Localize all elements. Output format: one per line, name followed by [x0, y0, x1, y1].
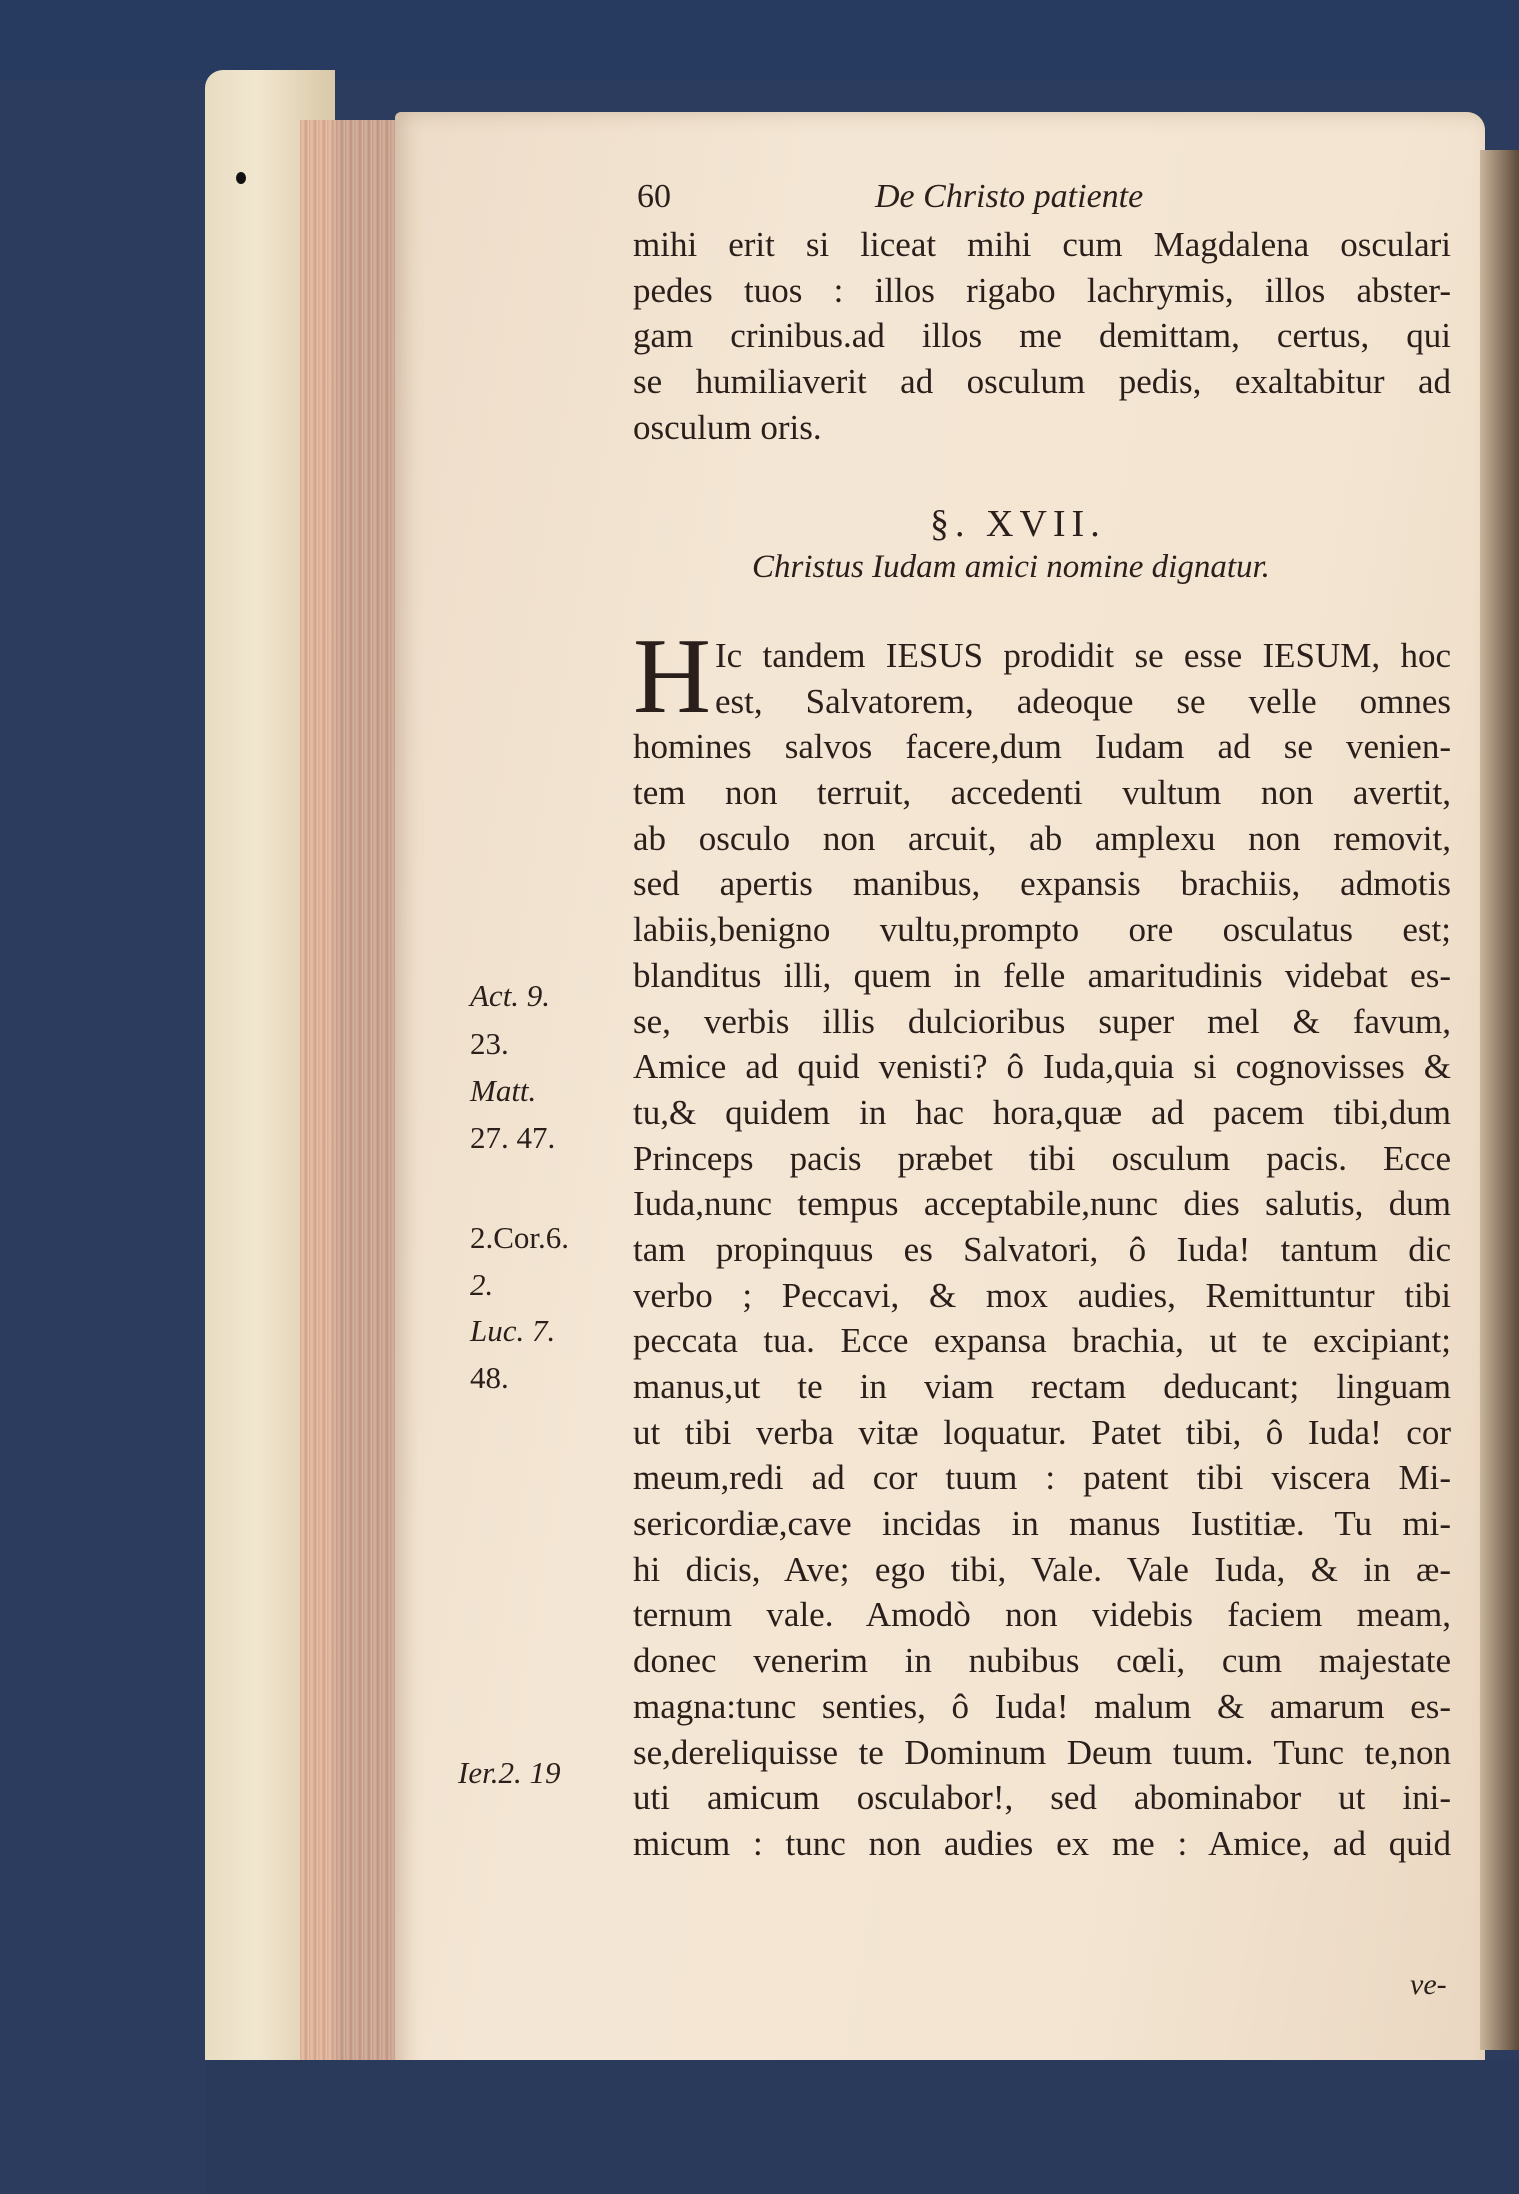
text-line: sed apertis manibus, expansis brachiis, admotis	[633, 864, 1451, 904]
text-line: tu,& quidem in hac hora,quæ ad pacem tibi,dum	[633, 1092, 1451, 1132]
text-line: uti amicum osculabor!, sed abominabor ut ini-	[633, 1778, 1451, 1818]
drop-capital: H	[633, 617, 711, 736]
margin-reference: 48.	[470, 1360, 509, 1395]
margin-reference: 27. 47.	[470, 1120, 556, 1155]
margin-reference: Luc. 7.	[470, 1313, 556, 1348]
text-line: blanditus illi, quem in felle amaritudinis videbat es-	[633, 955, 1451, 995]
text-line: donec venerim in nubibus cœli, cum majestate	[633, 1641, 1451, 1681]
catchword: ve-	[1410, 1968, 1447, 2001]
photo-background-bottom	[205, 2060, 1519, 2194]
page-number: 60	[637, 178, 671, 215]
section-title: Christus Iudam amici nomine dignatur.	[752, 549, 1270, 585]
text-line: est, Salvatorem, adeoque se velle omnes	[715, 681, 1451, 721]
text-line: hi dicis, Ave; ego tibi, Vale. Vale Iuda, & in æ-	[633, 1549, 1451, 1589]
text-line: gam crinibus.ad illos me demittam, certus, qui	[633, 316, 1451, 356]
facing-page-edge	[1480, 150, 1519, 2050]
binding-hole	[236, 172, 246, 184]
text-line: Iuda,nunc tempus acceptabile,nunc dies salutis, dum	[633, 1184, 1451, 1224]
text-line: labiis,benigno vultu,prompto ore osculatus est;	[633, 910, 1451, 950]
text-line: pedes tuos : illos rigabo lachrymis, illos abster-	[633, 270, 1451, 310]
running-head: De Christo patiente	[875, 178, 1144, 215]
margin-reference: 2.	[470, 1267, 494, 1302]
text-line: se, verbis illis dulcioribus super mel & favum,	[633, 1001, 1451, 1041]
paragraph-1	[633, 222, 1451, 450]
text-line: mihi erit si liceat mihi cum Magdalena osculari	[633, 225, 1451, 264]
margin-reference: 2.Cor.6.	[470, 1220, 570, 1255]
text-line: osculum oris.	[633, 407, 822, 447]
text-line: ternum vale. Amodò non videbis faciem meam,	[633, 1595, 1451, 1635]
text-line: magna:tunc senties, ô Iuda! malum & amarum es-	[633, 1686, 1451, 1726]
text-line: tem non terruit, accedenti vultum non avertit,	[633, 773, 1451, 813]
text-line: micum : tunc non audies ex me : Amice, ad quid	[633, 1823, 1451, 1863]
text-line: Ic tandem IESUS prodidit se esse IESUM, hoc	[715, 636, 1451, 675]
text-line: peccata tua. Ecce expansa brachia, ut te excipiant;	[633, 1321, 1451, 1361]
photo-background	[0, 0, 1519, 80]
margin-reference: Matt.	[470, 1073, 537, 1108]
text-line: manus,ut te in viam rectam deducant; linguam	[633, 1367, 1451, 1406]
margin-reference: Act. 9.	[470, 978, 551, 1013]
text-line: se humiliaverit ad osculum pedis, exaltabitur ad	[633, 362, 1451, 402]
text-line: ut tibi verba vitæ loquatur. Patet tibi, ô Iuda! cor	[633, 1412, 1451, 1452]
text-line: homines salvos facere,dum Iudam ad se venien-	[633, 727, 1451, 767]
text-line: meum,redi ad cor tuum : patent tibi viscera Mi-	[633, 1458, 1451, 1498]
paragraph-2	[633, 633, 1451, 1867]
text-line: Princeps pacis præbet tibi osculum pacis. Ecce	[633, 1138, 1451, 1178]
margin-reference: 23.	[470, 1026, 509, 1061]
text-line: ab osculo non arcuit, ab amplexu non removit,	[633, 818, 1451, 858]
margin-reference: Ier.2. 19	[458, 1755, 561, 1790]
text-line: tam propinquus es Salvatori, ô Iuda! tantum dic	[633, 1229, 1451, 1269]
section-number: §. XVII.	[930, 503, 1106, 545]
text-line: se,dereliquisse te Dominum Deum tuum. Tunc te,non	[633, 1732, 1451, 1772]
text-line: Amice ad quid venisti? ô Iuda,quia si cognovisses &	[633, 1047, 1451, 1087]
text-line: verbo ; Peccavi, & mox audies, Remittuntur tibi	[633, 1275, 1451, 1315]
text-line: sericordiæ,cave incidas in manus Iustitiæ. Tu mi-	[633, 1504, 1451, 1544]
